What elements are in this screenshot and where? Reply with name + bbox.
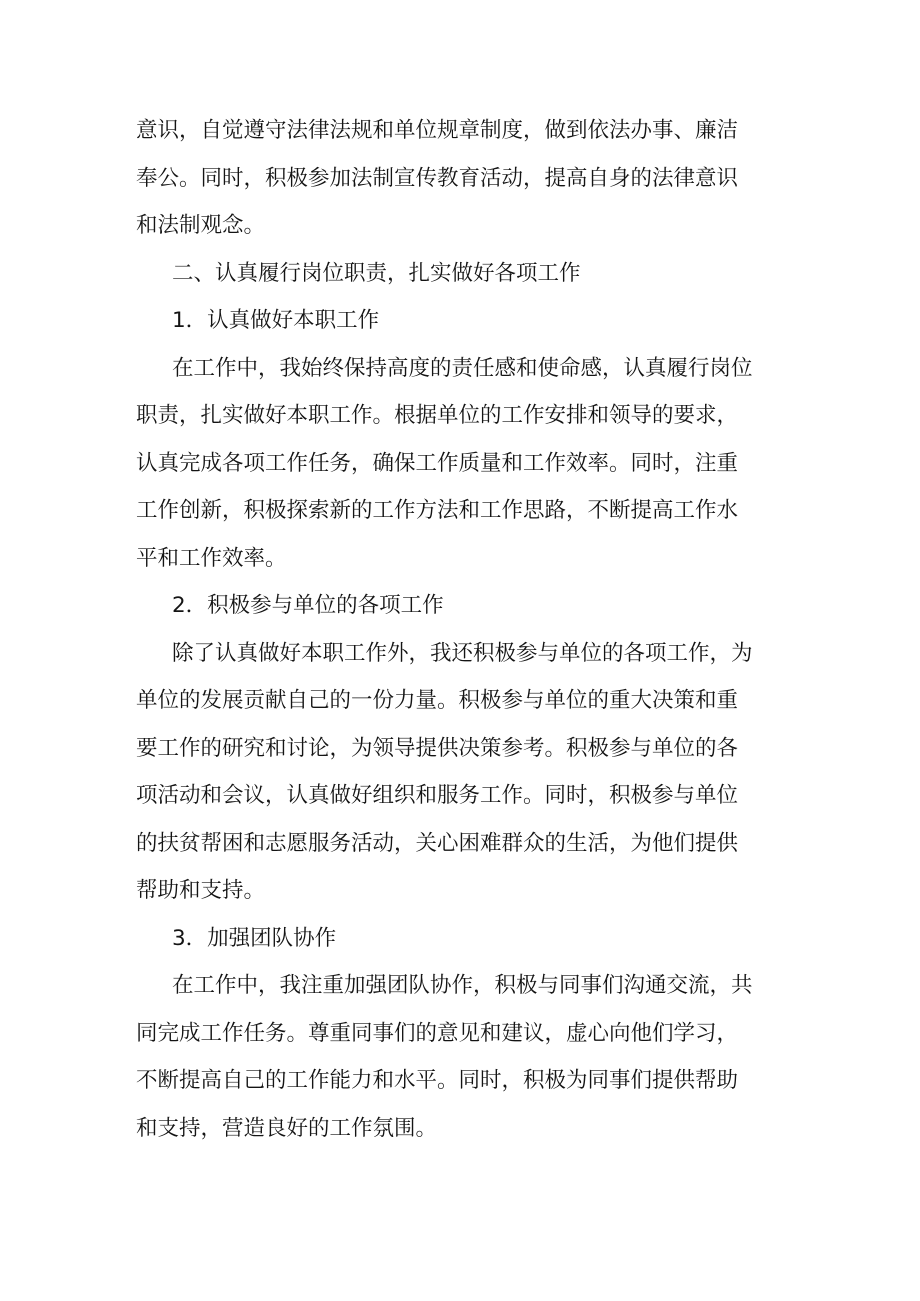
section-heading: 二、认真履行岗位职责，扎实做好各项工作 xyxy=(172,260,581,286)
subsection-heading: 2．积极参与单位的各项工作 xyxy=(172,593,444,618)
paragraph-participation xyxy=(136,636,796,910)
paragraph-line: 项活动和会议，认真做好组织和服务工作。同时，积极参与单位 xyxy=(136,783,739,808)
paragraph-line: 奉公。同时，积极参加法制宣传教育活动，提高自身的法律意识 xyxy=(136,165,739,191)
paragraph-line: 的扶贫帮困和志愿服务活动，关心困难群众的生活，为他们提供 xyxy=(136,830,739,856)
paragraph-line: 同完成工作任务。尊重同事们的意见和建议，虚心向他们学习， xyxy=(136,1020,739,1046)
paragraph-line: 除了认真做好本职工作外，我还积极参与单位的各项工作，为 xyxy=(172,640,753,666)
paragraph-teamwork xyxy=(136,968,796,1147)
paragraph-line: 工作创新，积极探索新的工作方法和工作思路，不断提高工作水 xyxy=(136,498,739,523)
document-body xyxy=(136,113,796,1147)
paragraph-legal-awareness xyxy=(136,113,796,245)
paragraph-line: 要工作的研究和讨论，为领导提供决策参考。积极参与单位的各 xyxy=(136,735,739,761)
paragraph-line: 在工作中，我注重加强团队协作，积极与同事们沟通交流，共 xyxy=(172,973,753,998)
paragraph-line: 不断提高自己的工作能力和水平。同时，积极为同事们提供帮助 xyxy=(136,1068,739,1093)
subsection-heading: 3．加强团队协作 xyxy=(172,925,337,951)
paragraph-line: 单位的发展贡献自己的一份力量。积极参与单位的重大决策和重 xyxy=(136,688,739,713)
paragraph-line: 在工作中，我始终保持高度的责任感和使命感，认真履行岗位 xyxy=(172,355,753,381)
paragraph-line: 平和工作效率。 xyxy=(136,545,287,571)
paragraph-line: 认真完成各项工作任务，确保工作质量和工作效率。同时，注重 xyxy=(136,450,739,476)
paragraph-line: 和支持，营造良好的工作氛围。 xyxy=(136,1115,438,1141)
subsection-heading: 1．认真做好本职工作 xyxy=(172,308,380,333)
paragraph-line: 和法制观念。 xyxy=(136,213,266,238)
paragraph-line: 意识，自觉遵守法律法规和单位规章制度，做到依法办事、廉洁 xyxy=(136,118,739,143)
paragraph-line: 帮助和支持。 xyxy=(136,878,266,903)
paragraph-line: 职责，扎实做好本职工作。根据单位的工作安排和领导的要求， xyxy=(136,403,739,428)
paragraph-duties xyxy=(136,351,796,578)
